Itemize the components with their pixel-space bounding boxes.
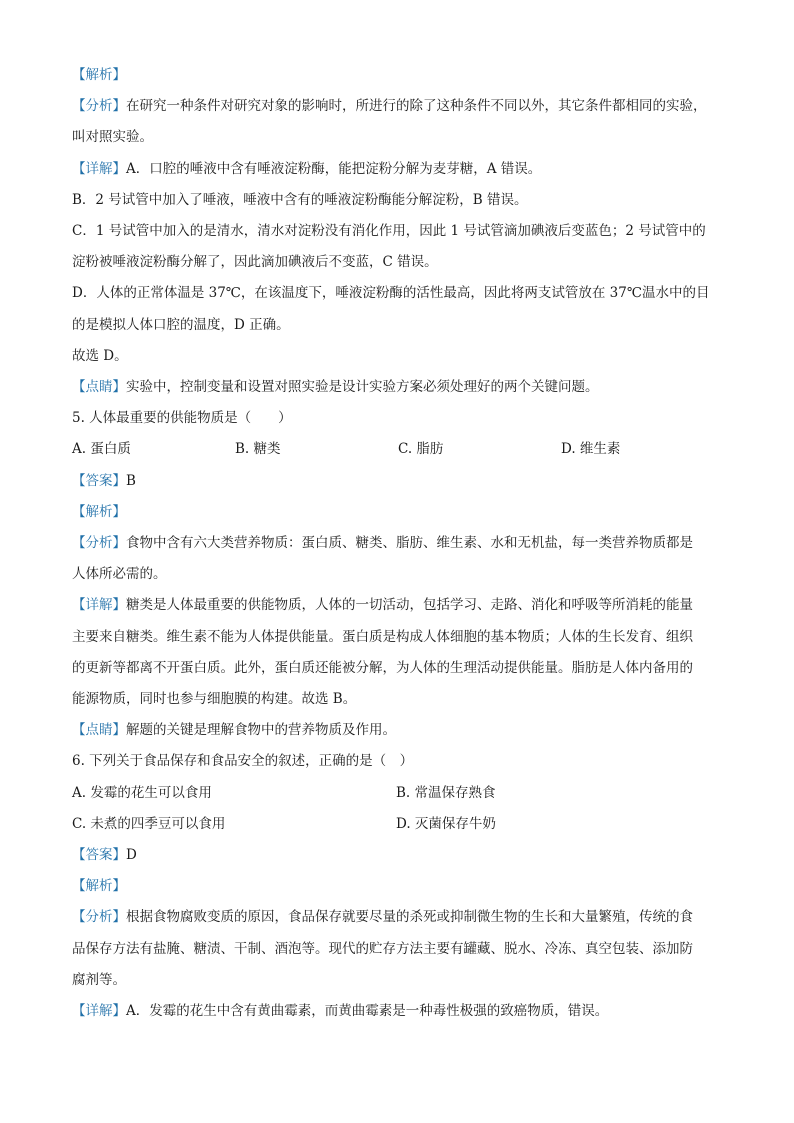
document-page — [72, 60, 728, 1027]
option-d: D. 灭菌保存牛奶 — [396, 815, 496, 832]
line-text: C．1 号试管中加入的是清水，清水对淀粉没有消化作用，因此 1 号试管滴加碘液后变蓝色；2 号试管中的 — [72, 223, 706, 240]
line-text: A．口腔的唾液中含有唾液淀粉酶，能把淀粉分解为麦芽糖，A 错误。 — [126, 160, 542, 177]
text-line — [72, 996, 728, 1027]
question-6-answer — [72, 840, 728, 871]
option-d: D. 维生素 — [561, 441, 621, 458]
option-a: A. 发霉的花生可以食用 — [72, 784, 212, 801]
text-line — [72, 715, 728, 746]
line-text: A．发霉的花生中含有黄曲霉素，而黄曲霉素是一种毒性极强的致癌物质，错误。 — [126, 1003, 609, 1020]
text-line — [72, 372, 728, 403]
line-text: B．2 号试管中加入了唾液，唾液中含有的唾液淀粉酶能分解淀粉，B 错误。 — [72, 191, 528, 208]
text-line — [72, 154, 728, 185]
line-text: 能源物质，同时也参与细胞膜的构建。故选 B。 — [72, 691, 357, 708]
analysis-heading — [72, 60, 728, 91]
text-line — [72, 185, 728, 216]
text-line — [72, 341, 728, 372]
question-5-options — [72, 434, 728, 465]
tag-label: 【分析】 — [72, 98, 126, 115]
question-5-stem: 5. 人体最重要的供能物质是（ ） — [72, 410, 292, 427]
tag-label: 【详解】 — [72, 1003, 126, 1020]
tag-label: 【解析】 — [72, 67, 126, 83]
text-line — [72, 653, 728, 684]
option-c: C. 脂肪 — [398, 441, 444, 458]
analysis-heading — [72, 497, 728, 528]
line-text: 实验中，控制变量和设置对照实验是设计实验方案必须处理好的两个关键问题。 — [126, 379, 599, 396]
option-b: B. 糖类 — [235, 441, 281, 458]
text-line — [72, 590, 728, 621]
answer-value: D — [126, 847, 137, 864]
tag-label: 【详解】 — [72, 160, 126, 177]
answer-tag: 【答案】 — [72, 847, 126, 864]
text-line — [72, 559, 728, 590]
line-text: D．人体的正常体温是 37℃，在该温度下，唾液淀粉酶的活性最高，因此将两支试管放在 37℃温水中的目 — [72, 285, 710, 302]
question-6-options-row2 — [72, 809, 728, 840]
text-line — [72, 278, 728, 309]
text-line — [72, 902, 728, 933]
line-text: 故选 D。 — [72, 347, 128, 364]
text-line — [72, 310, 728, 341]
text-line — [72, 216, 728, 247]
option-a: A. 蛋白质 — [72, 441, 131, 458]
tag-label: 【分析】 — [72, 535, 126, 552]
line-text: 品保存方法有盐腌、糖渍、干制、酒泡等。现代的贮存方法主要有罐藏、脱水、冷冻、真空包装、添加防 — [72, 940, 693, 957]
tag-label: 【解析】 — [72, 878, 126, 895]
text-line — [72, 528, 728, 559]
text-line — [72, 122, 728, 153]
line-text: 人体所必需的。 — [72, 566, 167, 583]
tag-label: 【分析】 — [72, 909, 126, 926]
line-text: 淀粉被唾液淀粉酶分解了，因此滴加碘液后不变蓝，C 错误。 — [72, 254, 438, 271]
option-b: B. 常温保存熟食 — [396, 784, 496, 801]
question-6-stem: 6. 下列关于食品保存和食品安全的叙述，正确的是（ ） — [72, 753, 414, 770]
line-text: 在研究一种条件对研究对象的影响时，所进行的除了这种条件不同以外，其它条件都相同的实验， — [126, 98, 707, 115]
line-text: 糖类是人体最重要的供能物质，人体的一切活动，包括学习、走路、消化和呼吸等所消耗的能量 — [126, 597, 693, 614]
answer-value: B — [126, 472, 136, 489]
line-text: 解题的关键是理解食物中的营养物质及作用。 — [126, 722, 396, 739]
line-text: 根据食物腐败变质的原因，食品保存就要尽量的杀死或抑制微生物的生长和大量繁殖，传统的食 — [126, 909, 693, 926]
option-c: C. 未煮的四季豆可以食用 — [72, 815, 226, 832]
text-line — [72, 684, 728, 715]
line-text: 叫对照实验。 — [72, 129, 153, 146]
text-line — [72, 965, 728, 996]
answer-tag: 【答案】 — [72, 472, 126, 489]
text-line — [72, 247, 728, 278]
tag-label: 【解析】 — [72, 503, 126, 520]
line-text: 的是模拟人体口腔的温度，D 正确。 — [72, 316, 290, 333]
line-text: 食物中含有六大类营养物质：蛋白质、糖类、脂肪、维生素、水和无机盐，每一类营养物质都是 — [126, 535, 693, 552]
line-text: 腐剂等。 — [72, 971, 126, 988]
tag-label: 【点睛】 — [72, 379, 126, 396]
analysis-heading — [72, 871, 728, 902]
text-line — [72, 934, 728, 965]
question-6-options-row1 — [72, 778, 728, 809]
line-text: 主要来自糖类。维生素不能为人体提供能量。蛋白质是构成人体细胞的基本物质；人体的生长发育、组织 — [72, 628, 693, 645]
tag-label: 【点睛】 — [72, 722, 126, 739]
question-5-answer — [72, 466, 728, 497]
text-line — [72, 91, 728, 122]
line-text: 的更新等都离不开蛋白质。此外，蛋白质还能被分解，为人体的生理活动提供能量。脂肪是人体内备用的 — [72, 659, 693, 676]
text-line — [72, 622, 728, 653]
tag-label: 【详解】 — [72, 597, 126, 614]
